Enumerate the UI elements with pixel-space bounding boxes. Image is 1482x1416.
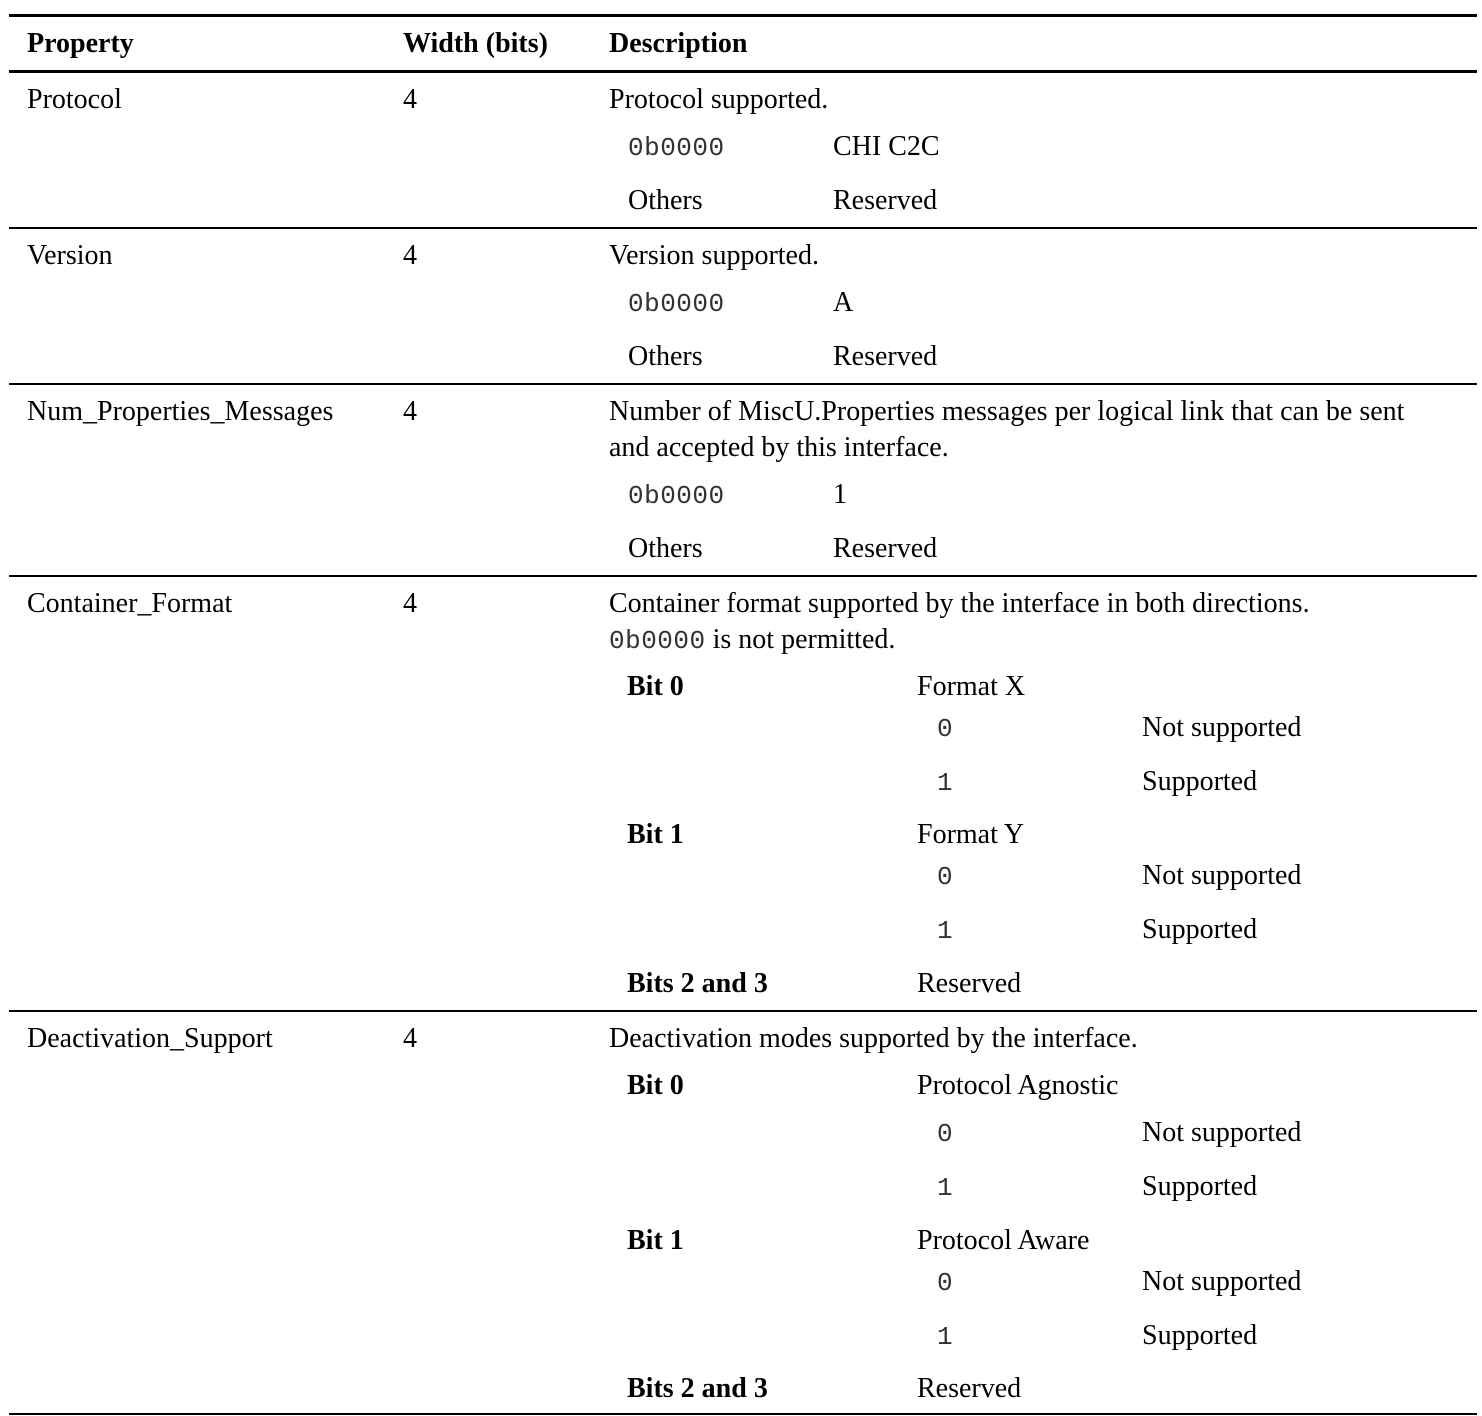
property-width: 4	[403, 588, 417, 619]
value-code: Others	[628, 533, 703, 564]
bit-value-meaning: Not supported	[1142, 1117, 1302, 1148]
property-name: Deactivation_Support	[27, 1023, 273, 1054]
table-top-rule	[9, 14, 1477, 17]
header-bottom-rule	[9, 70, 1477, 73]
property-width: 4	[403, 1023, 417, 1054]
value-meaning: Reserved	[833, 341, 938, 372]
bit-value-code: 0	[937, 1268, 954, 1298]
property-name: Version	[27, 240, 113, 271]
row-divider	[9, 1010, 1477, 1012]
bit-value-meaning: Not supported	[1142, 1266, 1302, 1297]
bit-value-code: 0	[937, 714, 954, 744]
value-code: 0b0000	[628, 481, 725, 511]
value-meaning: CHI C2C	[833, 131, 940, 162]
bit-value-meaning: Not supported	[1142, 860, 1302, 891]
value-code: 0b0000	[628, 133, 725, 163]
bit-label: Bits 2 and 3	[627, 968, 768, 999]
property-width: 4	[403, 396, 417, 427]
value-meaning: Reserved	[833, 533, 938, 564]
value-code: 0b0000	[628, 289, 725, 319]
property-name: Container_Format	[27, 588, 233, 619]
property-width: 4	[403, 240, 417, 271]
bit-value-meaning: Supported	[1142, 1320, 1258, 1351]
value-code: Others	[628, 185, 703, 216]
property-description-line1: Container format supported by the interface in both directions.	[609, 588, 1310, 619]
property-width: 4	[403, 84, 417, 115]
property-description: Version supported.	[609, 240, 819, 271]
inline-code: 0b0000	[609, 626, 706, 656]
bit-label: Bit 1	[627, 819, 684, 850]
bit-value-meaning: Supported	[1142, 766, 1258, 797]
row-divider	[9, 575, 1477, 577]
bit-value-code: 0	[937, 1119, 954, 1149]
row-divider	[9, 383, 1477, 385]
bit-label: Bit 1	[627, 1225, 684, 1256]
header-width: Width (bits)	[403, 28, 548, 59]
property-description: Deactivation modes supported by the interface.	[609, 1023, 1138, 1054]
header-property: Property	[27, 28, 134, 59]
bit-value-meaning: Supported	[1142, 1171, 1258, 1202]
bit-name: Format Y	[917, 819, 1025, 850]
property-description-line2: and accepted by this interface.	[609, 432, 949, 463]
value-meaning: Reserved	[833, 185, 938, 216]
bit-name: Reserved	[917, 1373, 1022, 1404]
bit-name: Protocol Aware	[917, 1225, 1090, 1256]
row-divider	[9, 227, 1477, 229]
property-description: Protocol supported.	[609, 84, 829, 115]
bit-value-code: 1	[937, 1322, 954, 1352]
property-name: Num_Properties_Messages	[27, 396, 334, 427]
bit-label: Bit 0	[627, 671, 684, 702]
description-rest: is not permitted.	[705, 624, 896, 655]
bit-value-code: 1	[937, 916, 954, 946]
value-meaning: 1	[833, 479, 847, 510]
property-description-line1: Number of MiscU.Properties messages per logical link that can be sent	[609, 396, 1405, 427]
value-meaning: A	[833, 287, 854, 318]
property-description-line2	[609, 622, 895, 659]
bit-name: Reserved	[917, 968, 1022, 999]
bit-name: Protocol Agnostic	[917, 1070, 1119, 1101]
table-bottom-rule	[9, 1413, 1477, 1415]
property-name: Protocol	[27, 84, 122, 115]
bit-name: Format X	[917, 671, 1026, 702]
bit-label: Bits 2 and 3	[627, 1373, 768, 1404]
bit-value-meaning: Not supported	[1142, 712, 1302, 743]
bit-value-code: 1	[937, 1173, 954, 1203]
bit-label: Bit 0	[627, 1070, 684, 1101]
bit-value-code: 1	[937, 768, 954, 798]
bit-value-meaning: Supported	[1142, 914, 1258, 945]
value-code: Others	[628, 341, 703, 372]
bit-value-code: 0	[937, 862, 954, 892]
header-description: Description	[609, 28, 748, 59]
